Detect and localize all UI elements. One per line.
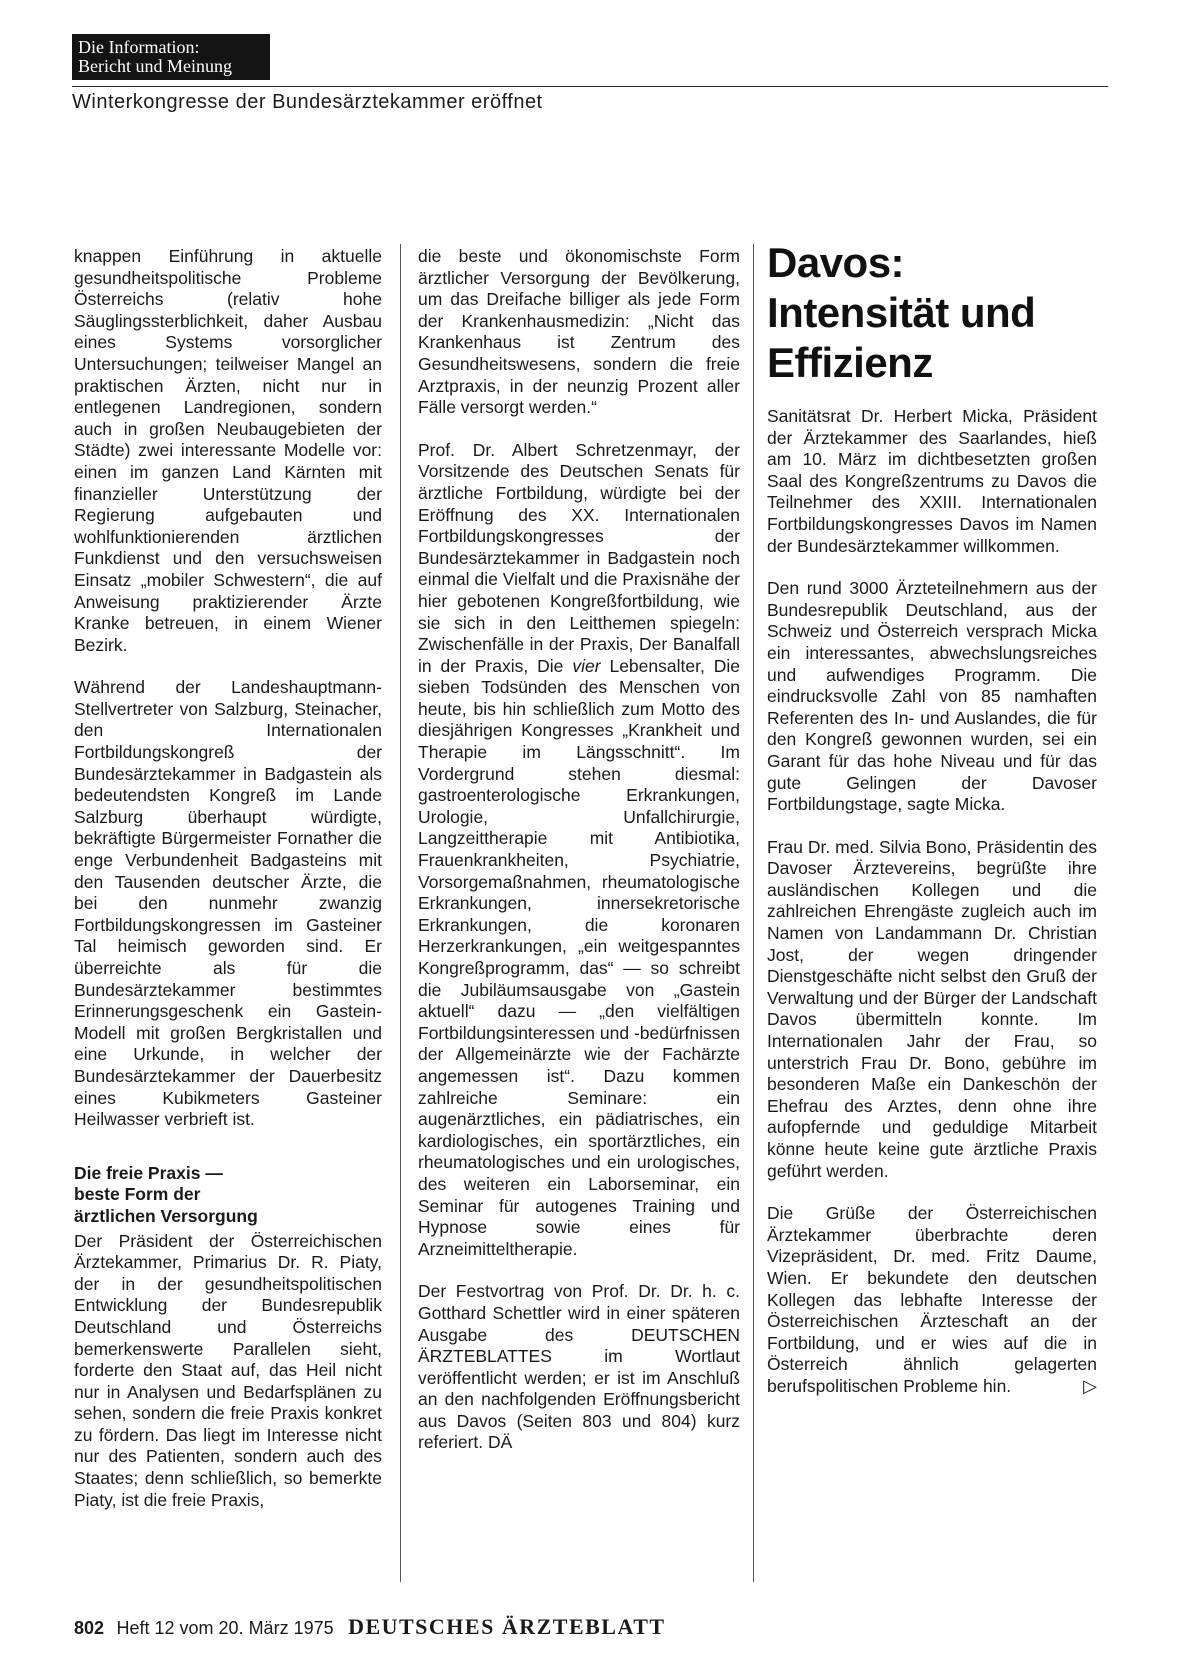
page-footer: [74, 1614, 666, 1640]
rubric-line-2: Bericht und Meinung: [78, 56, 232, 76]
col1-subheading: [74, 1163, 382, 1228]
headline-line-2: Intensität und: [767, 289, 1036, 336]
col2-paragraph-1: die beste und ökonomischste Form ärztlicher Versorgung der Bevölkerung, um das Dreifache billiger als jede Form der Krankenhausmedizin: „Nicht das Krankenhaus ist Zentrum des Gesundheitswesens, sondern die freie Arztpraxis, in der neunzig Prozent aller Fälle versorgt werden.“: [418, 246, 740, 418]
col1-paragraph-3: Der Präsident der Österreichischen Ärztekammer, Primarius Dr. R. Piaty, der in der gesundheitspolitischen Entwicklung der Bundesrepublik Deutschland und Österreichs bemerkenswerte Parallelen sieht, forderte den Staat auf, das Heil nicht nur in Analysen und Bedarfsplänen zu sehen, sondern die freie Praxis konkret zu fördern. Das liegt im Interesse nicht nur des Patienten, sondern auch des Staates; denn schließlich, so bemerkte Piaty, ist die freie Praxis,: [74, 1230, 382, 1510]
column-1: [74, 246, 382, 1532]
page-kicker: Winterkongresse der Bundesärztekammer eröffnet: [72, 91, 543, 113]
col3-paragraph-1: Sanitätsrat Dr. Herbert Micka, Präsident der Ärztekammer des Saarlandes, hieß am 10. März im dichtbesetzten großen Saal des Kongreßzentrums zu Davos die Teilnehmer des XXIII. Internationalen Fortbildungskongresses Davos im Namen der Bundesärztekammer willkommen.: [767, 406, 1097, 556]
rubric-line-1: Die Information:: [78, 37, 200, 57]
subheading-line-3: ärztlichen Versorgung: [74, 1205, 258, 1226]
article-headline: [767, 238, 1097, 388]
col1-paragraph-2: Während der Landeshauptmann-Stellvertreter von Salzburg, Steinacher, den Internationalen Fortbildungskongreß der Bundesärztekammer in Badgastein als bedeutendsten Kongreß im Lande Salzburg überhaupt würdigte, bekräftigte Bürgermeister Fornather die enge Verbundenheit Badgasteins mit den Tausenden deutscher Ärzte, die bei den nunmehr zwanzig Fortbildungskongressen im Gasteiner Tal heimisch geworden sind. Er überreichte als für die Bundesärztekammer bestimmtes Erinnerungsgeschenk ein Gastein-Modell mit großen Bergkristallen und eine Urkunde, in welcher der Bundesärztekammer der Dauerbesitz eines Kubikmeters Gasteiner Heilwasser verbrieft ist.: [74, 677, 382, 1130]
column-divider-2: [753, 244, 754, 1582]
headline-line-1: Davos:: [767, 239, 905, 286]
column-2: [418, 246, 740, 1475]
col3-paragraph-3: Frau Dr. med. Silvia Bono, Präsidentin des Davoser Ärztevereins, begrüßte ihre ausländischen Kollegen und die zahlreichen Ehrengäste zugleich auch im Namen von Landammann Dr. Christian Jost, der wegen dringender Dienstgeschäfte nicht selbst den Gruß der Verwaltung und der Bürger der Landschaft Davos übermitteln konnte. Im Internationalen Jahr der Frau, so unterstrich Frau Dr. Bono, gebühre im besonderen Maße ein Dankeschön der Ehefrau des Arztes, denn ohne ihre aufopfernde und geduldige Mitarbeit könne heute keine gute ärztliche Praxis geführt werden.: [767, 836, 1097, 1181]
issue-info: Heft 12 vom 20. März 1975: [116, 1618, 334, 1638]
column-3: [767, 239, 1097, 1419]
page-number: 802: [74, 1618, 105, 1638]
col3-paragraph-2: Den rund 3000 Ärzteteilnehmern aus der Bundesrepublik Deutschland, aus der Schweiz und Österreich versprach Micka ein interessantes, abwechslungsreiches und aufwendiges Programm. Die eindrucksvolle Zahl von 85 namhaften Referenten des In- und Auslandes, die für den Kongreß gewonnen wurden, sei ein Garant für das hohe Niveau und für das gute Gelingen der Davoser Fortbildungstage, sagte Micka.: [767, 578, 1097, 815]
continue-arrow-icon: ▷: [1083, 1375, 1097, 1396]
col1-paragraph-1: knappen Einführung in aktuelle gesundheitspolitische Probleme Österreichs (relativ hohe Säuglingssterblichkeit, daher Ausbau eines Systems vorsorglicher Untersuchungen; teilweiser Mangel an praktischen Ärzten, nicht nur in entlegenen Landregionen, sondern auch in großen Neubaugebieten der Städte) zwei interessante Modelle vor: einen im ganzen Land Kärnten mit finanzieller Unterstützung der Regierung aufgebauten und wohlfunktionierenden ärztlichen Funkdienst und den versuchsweisen Einsatz „mobiler Schwestern“, die auf Anweisung praktizierender Ärzte Kranke betreuen, in einem Wiener Bezirk.: [74, 246, 382, 655]
section-rubric: [72, 34, 270, 80]
col3-paragraph-4-text: Die Grüße der Österreichischen Ärztekammer überbrachte deren Vizepräsident, Dr. med. Fritz Daume, Wien. Er bekundete den deutschen Kollegen das lebhafte Interesse der Österreichischen Ärzteschaft an der Fortbildung, und er wies auf die in Österreich ähnlich gelagerten berufspolitischen Probleme hin.: [767, 1203, 1097, 1396]
col2-paragraph-2-part-2: Lebensalter, Die sieben Todsünden des Menschen von heute, bis hin schließlich zum Motto des diesjährigen Kongresses „Krankheit und Therapie im Längsschnitt“. Im Vordergrund stehen diesmal: gastroenterologische Erkrankungen, Urologie, Unfallchirurgie, Langzeittherapie mit Antibiotika, Frauenkrankheiten, Psychiatrie, Vorsorgemaßnahmen, rheumatologische Erkrankungen, innersekretorische Erkrankungen, die koronaren Herzerkrankungen, „ein weitgespanntes Kongreßprogramm, das“ — so schreibt die Jubiläumsausgabe von „Gastein aktuell“ dazu — „den vielfältigen Fortbildungsinteressen und -bedürfnissen der Allgemeinärzte wie der Fachärzte angemessen ist“. Dazu kommen zahlreiche Seminare: ein augenärztliches, ein pädiatrisches, ein kardiologisches, ein sportärztliches, ein rheumatologisches und ein urologisches, des weiteren ein Laborseminar, ein Seminar für autogenes Training und Hypnose sowie eines für Arzneimitteltherapie.: [418, 655, 740, 1259]
headline-line-3: Effizienz: [767, 339, 933, 386]
header-rule: [72, 86, 1108, 87]
subheading-line-1: Die freie Praxis —: [74, 1162, 223, 1183]
col2-paragraph-2: [418, 440, 740, 1261]
column-divider-1: [400, 244, 401, 1582]
col2-paragraph-2-italic: vier: [572, 655, 601, 676]
col2-paragraph-3: Der Festvortrag von Prof. Dr. Dr. h. c. Gotthard Schettler wird in einer späteren Ausgabe des DEUTSCHEN ÄRZTEBLATTES im Wortlaut veröffentlicht werden; er ist im Anschluß an den nachfolgenden Eröffnungsbericht aus Davos (Seiten 803 und 804) kurz referiert. DÄ: [418, 1281, 740, 1453]
col3-paragraph-4: [767, 1203, 1097, 1397]
journal-masthead: DEUTSCHES ÄRZTEBLATT: [348, 1614, 666, 1639]
subheading-line-2: beste Form der: [74, 1184, 201, 1205]
col2-paragraph-2-part-1: Prof. Dr. Albert Schretzenmayr, der Vorsitzende des Deutschen Senats für ärztliche Fortbildung, würdigte bei der Eröffnung des XX. Internationalen Fortbildungskongresses der Bundesärztekammer in Badgastein noch einmal die Vielfalt und die Praxisnähe der hier gebotenen Kongreßfortbildung, wie sie sich in den Leitthemen spiegeln: Zwischenfälle in der Praxis, Der Banalfall in der Praxis, Die: [418, 439, 740, 676]
